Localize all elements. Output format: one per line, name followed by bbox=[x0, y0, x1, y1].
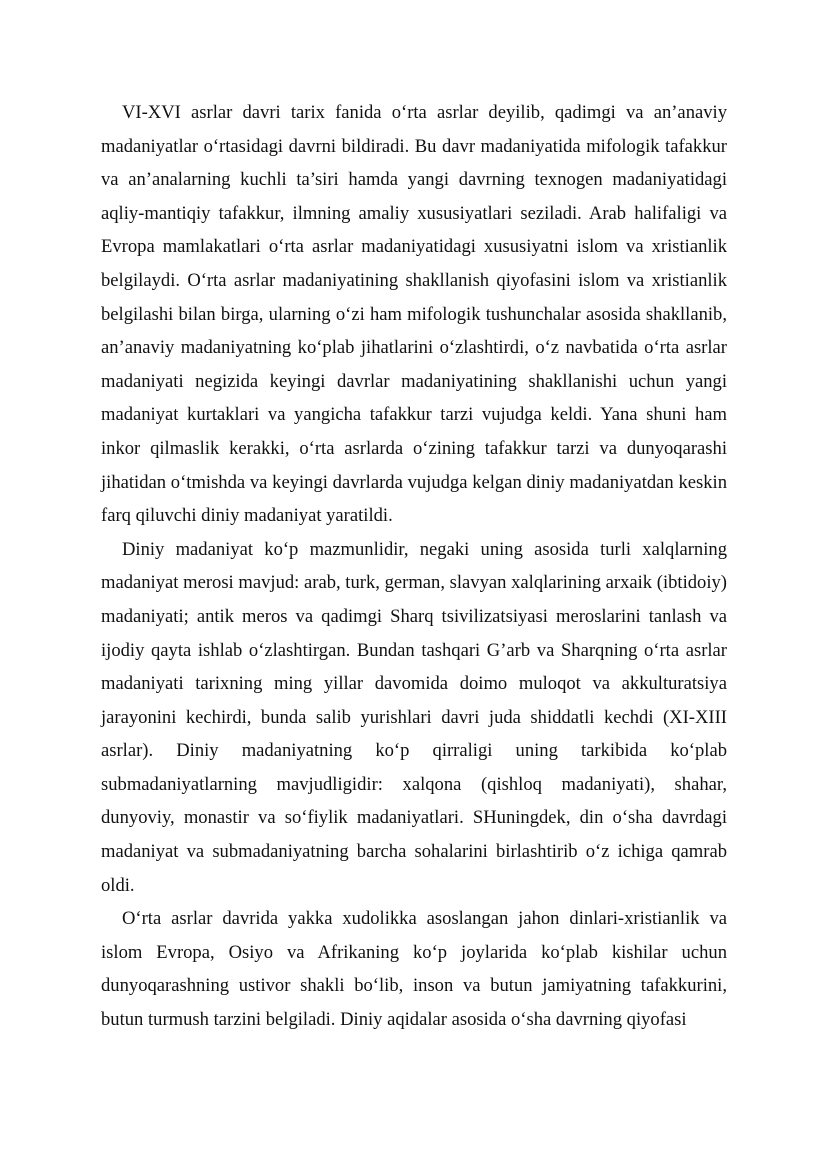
paragraph: VI-XVI asrlar davri tarix fanida o‘rta asrlar deyilib, qadimgi va an’anaviy madaniyatlar o‘rtasidagi davrni bildiradi. Bu davr madaniyatida mifologik tafakkur va an’analarning kuchli ta’siri hamda yangi davrning texnogen madaniyatidagi aqliy-mantiqiy tafakkur, ilmning amaliy xususiyatlari seziladi. Arab halifaligi va Evropa mamlakatlari o‘rta asrlar madaniyatidagi xususiyatni islom va xristianlik belgilaydi. O‘rta asrlar madaniyatining shakllanish qiyofasini islom va xristianlik belgilashi bilan birga, ularning o‘zi ham mifologik tushunchalar asosida shakllanib, an’anaviy madaniyatning ko‘plab jihatlarini o‘zlashtirdi, o‘z navbatida o‘rta asrlar madaniyati negizida keyingi davrlar madaniyatining shakllanishi uchun yangi madaniyat kurtaklari va yangicha tafakkur tarzi vujudga keldi. Yana shuni ham inkor qilmaslik kerakki, o‘rta asrlarda o‘zining tafakkur tarzi va dunyoqarashi jihatidan o‘tmishda va keyingi davrlarda vujudga kelgan diniy madaniyatdan keskin farq qiluvchi diniy madaniyat yaratildi. bbox=[101, 102, 727, 527]
document-page bbox=[101, 96, 727, 1037]
paragraph: O‘rta asrlar davrida yakka xudolikka asoslangan jahon dinlari-xristianlik va islom Evropa, Osiyo va Afrikaning ko‘p joylarida ko‘plab kishilar uchun dunyoqarashning ustivor shakli bo‘lib, inson va butun jamiyatning tafakkurini, butun turmush tarzini belgiladi. Diniy aqidalar asosida o‘sha davrning qiyofasi bbox=[101, 908, 727, 1031]
paragraph: Diniy madaniyat ko‘p mazmunlidir, negaki uning asosida turli xalqlarning madaniyat merosi mavjud: arab, turk, german, slavyan xalqlarining arxaik (ibtidoiy) madaniyati; antik meros va qadimgi Sharq tsivilizatsiyasi meroslarini tanlash va ijodiy qayta ishlab o‘zlashtirgan. Bundan tashqari G’arb va Sharqning o‘rta asrlar madaniyati tarixning ming yillar davomida doimo muloqot va akkulturatsiya jarayonini kechirdi, bunda salib yurishlari davri juda shiddatli kechdi (XI-XIII asrlar). Diniy madaniyatning ko‘p qirraligi uning tarkibida ko‘plab submadaniyatlarning mavjudligidir: xalqona (qishloq madaniyati), shahar, dunyoviy, monastir va so‘fiylik madaniyatlari. SHuningdek, din o‘sha davrdagi madaniyat va submadaniyatning barcha sohalarini birlashtirib o‘z ichiga qamrab oldi. bbox=[101, 538, 727, 896]
